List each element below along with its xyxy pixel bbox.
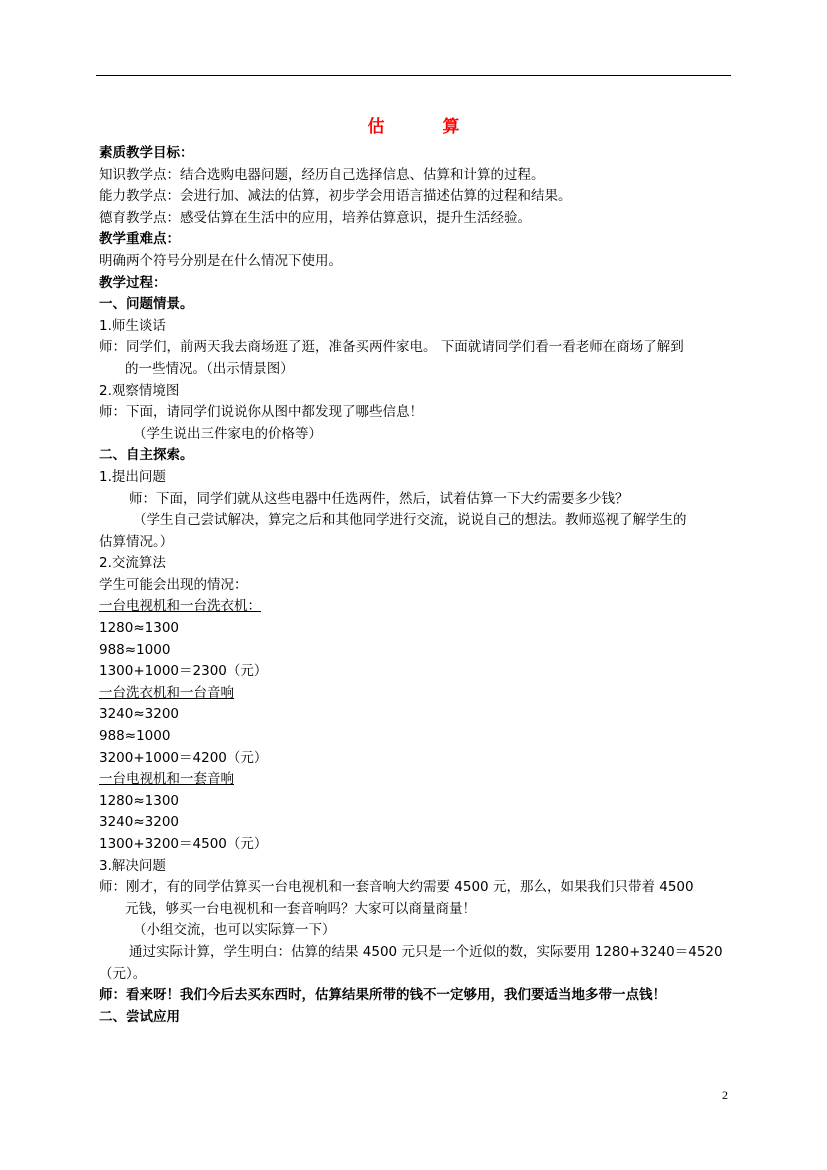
section-heading-try-apply: 二、尝试应用	[99, 1008, 180, 1025]
document-body	[99, 143, 734, 1028]
paragraph-student-answer: （学生说出三件家电的价格等）	[133, 425, 322, 442]
step-teacher-talk: 1.师生谈话	[99, 317, 166, 334]
paragraph-actual-calc: 通过实际计算，学生明白：估算的结果 4500 元只是一个近似的数，实际要用 1280+3240＝4520	[129, 943, 723, 960]
paragraph-group-exchange: （小组交流，也可以实际算一下）	[133, 922, 336, 939]
calc-line: 1300+3200＝4500（元）	[99, 836, 268, 852]
paragraph-moral-point: 德育教学点：感受估算在生活中的应用，培养估算意识，提升生活经验。	[99, 209, 531, 226]
paragraph-teacher-intro-cont: 的一些情况。（出示情景图）	[125, 360, 294, 377]
page-title: 估 算	[367, 117, 486, 137]
page-number: 2	[722, 1088, 728, 1102]
paragraph-key-points: 明确两个符号分别是在什么情况下使用。	[99, 252, 342, 269]
step-raise-question: 1.提出问题	[99, 468, 166, 485]
calc-line: 1280≈1300	[99, 620, 180, 637]
paragraph-teacher-question: 师：下面，同学们就从这些电器中任选两件，然后，试着估算一下大约需要多少钱？	[129, 490, 629, 507]
paragraph-possible-cases: 学生可能会出现的情况：	[99, 576, 248, 593]
paragraph-teacher-intro: 师：同学们，前两天我去商场逛了逛，准备买两件家电。 下面就请同学们看一看老师在商场了解到	[99, 339, 684, 356]
calc-line: 988≈1000	[99, 728, 171, 745]
paragraph-ability-point: 能力教学点：会进行加、减法的估算，初步学会用语言描述估算的过程和结果。	[99, 188, 572, 205]
step-exchange-methods: 2.交流算法	[99, 555, 166, 572]
section-heading-process: 教学过程：	[99, 274, 167, 291]
paragraph-student-try-cont: 估算情况。）	[99, 533, 174, 550]
section-heading-problem-scenario: 一、问题情景。	[99, 296, 194, 313]
calc-line: 3200+1000＝4200（元）	[99, 749, 268, 766]
case-heading-washer-audio: 一台洗衣机和一台音响	[99, 684, 234, 701]
calc-line: 988≈1000	[99, 641, 171, 658]
case-heading-tv-audio: 一台电视机和一套音响	[99, 771, 234, 788]
paragraph-teacher-solve-cont: 元钱，够买一台电视机和一套音响吗？大家可以商量商量！	[125, 900, 476, 917]
step-observe-picture: 2.观察情境图	[99, 382, 180, 399]
paragraph-actual-calc-cont: （元）。	[99, 965, 147, 982]
calc-line: 3240≈3200	[99, 814, 180, 831]
case-heading-tv-washer: 一台电视机和一台洗衣机：	[99, 598, 261, 615]
calc-line: 1300+1000＝2300（元）	[99, 663, 268, 680]
paragraph-teacher-ask: 师：下面，请同学们说说你从图中都发现了哪些信息！	[99, 404, 423, 421]
calc-line: 1280≈1300	[99, 792, 180, 809]
paragraph-teacher-solve: 师：刚才，有的同学估算买一台电视机和一套音响大约需要 4500 元，那么，如果我们只带着 4500	[99, 879, 694, 896]
section-heading-explore: 二、自主探索。	[99, 447, 194, 464]
step-solve-problem: 3.解决问题	[99, 857, 166, 874]
paragraph-knowledge-point: 知识教学点：结合选购电器问题，经历自己选择信息、估算和计算的过程。	[99, 166, 545, 183]
calc-line: 3240≈3200	[99, 706, 180, 723]
header-rule	[96, 75, 731, 76]
paragraph-teacher-conclusion: 师：看来呀！我们今后去买东西时，估算结果所带的钱不一定够用，我们要适当地多带一点钱！	[99, 987, 666, 1004]
section-heading-goals: 素质教学目标：	[99, 145, 194, 161]
section-heading-key-points: 教学重难点：	[99, 231, 180, 248]
paragraph-student-try: （学生自己尝试解决，算完之后和其他同学进行交流，说说自己的想法。教师巡视了解学生的	[133, 512, 687, 529]
